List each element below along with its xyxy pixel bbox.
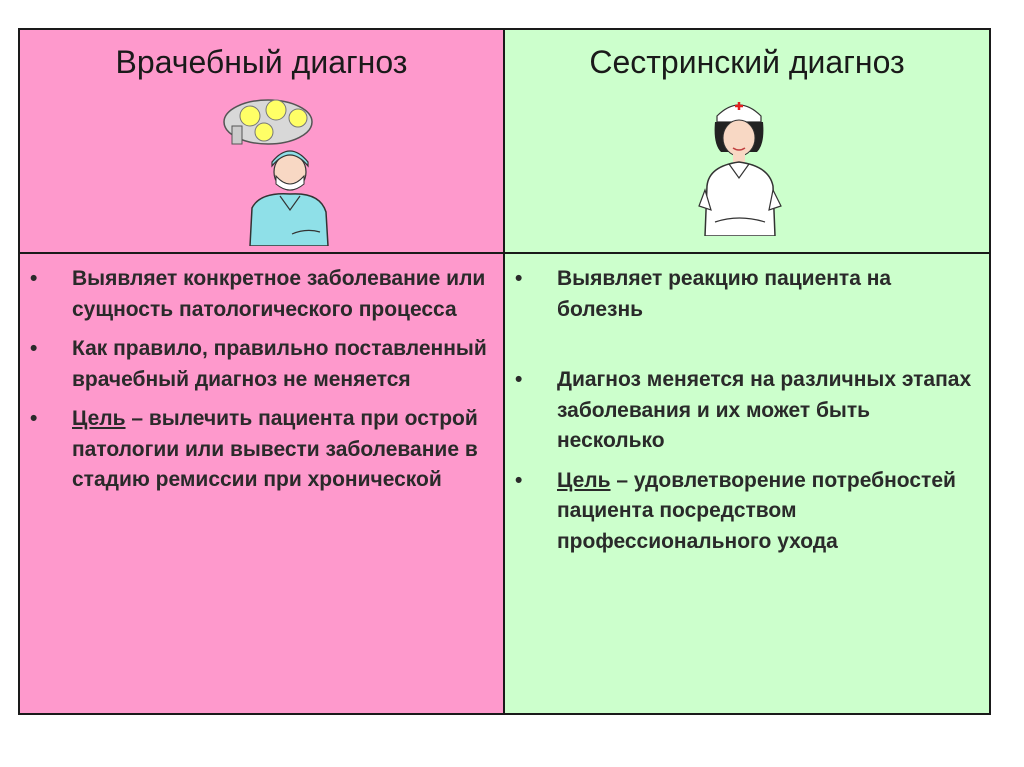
list-item xyxy=(30,334,493,395)
nurse-illustration-icon xyxy=(695,86,785,236)
body-cell-nurse xyxy=(505,254,989,713)
body-cell-doctor xyxy=(20,254,505,713)
list-item xyxy=(515,264,979,325)
column-title-nurse: Сестринский диагноз xyxy=(589,44,905,80)
bullet-icon: • xyxy=(30,267,38,290)
list-item-text: Как правило, правильно поставленный врачебный диагноз не меняется xyxy=(72,337,487,391)
doctor-points-list xyxy=(30,264,493,505)
header-cell-nurse xyxy=(505,30,989,254)
bullet-icon: • xyxy=(30,407,38,430)
comparison-table xyxy=(18,28,991,715)
list-item-text: Выявляет реакцию пациента на болезнь xyxy=(557,267,892,321)
goal-label: Цель xyxy=(557,468,611,492)
surgeon-illustration-icon xyxy=(220,96,330,246)
list-item xyxy=(515,365,979,457)
header-cell-doctor xyxy=(20,30,505,254)
bullet-icon: • xyxy=(515,368,523,391)
bullet-icon: • xyxy=(515,267,523,290)
list-item xyxy=(30,264,493,325)
list-item-text: Диагноз меняется на различных этапах заболевания и их может быть несколько xyxy=(557,368,972,452)
nurse-points-list xyxy=(515,264,979,566)
list-item-text: Выявляет конкретное заболевание или сущность патологического процесса xyxy=(72,267,486,321)
goal-label: Цель xyxy=(72,407,126,430)
list-item-text: – удовлетворение потребностей пациента посредством профессионального ухода xyxy=(557,468,956,553)
list-item-text: – вылечить пациента при острой патологии или вывести заболевание в стадию ремиссии при хронической xyxy=(72,407,478,491)
bullet-icon: • xyxy=(515,468,523,492)
bullet-icon: • xyxy=(30,337,38,360)
list-item xyxy=(515,466,979,558)
list-item xyxy=(30,404,493,496)
column-title-doctor: Врачебный диагноз xyxy=(115,44,408,80)
